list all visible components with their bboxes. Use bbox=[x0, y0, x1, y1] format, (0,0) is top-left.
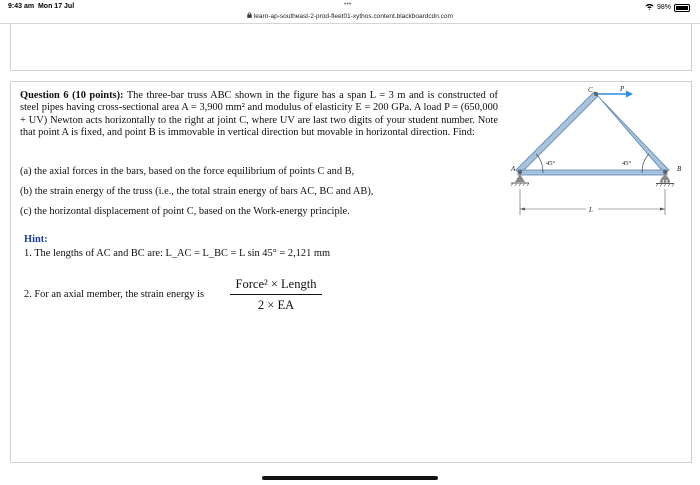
question-item-b: (b) the strain energy of the truss (i.e., the total strain energy of bars AC, BC and AB), bbox=[20, 186, 374, 197]
joint-b bbox=[663, 170, 667, 174]
joint-a bbox=[518, 170, 522, 174]
span-label: L bbox=[589, 206, 593, 214]
question-item-a: (a) the axial forces in the bars, based on the force equilibrium of points C and B, bbox=[20, 166, 355, 177]
content-panel-previous bbox=[10, 24, 692, 71]
wifi-icon bbox=[645, 3, 654, 12]
hint-formula: L_AC = L_BC = L sin 45° = 2,121 mm bbox=[165, 248, 331, 259]
label-a: A bbox=[511, 165, 516, 173]
strain-energy-fraction bbox=[228, 277, 324, 313]
fraction-denominator: 2 × EA bbox=[257, 298, 295, 312]
home-indicator[interactable] bbox=[262, 476, 438, 480]
bar-ab bbox=[518, 170, 667, 175]
battery-percent: 98% bbox=[656, 4, 671, 11]
status-right bbox=[645, 3, 690, 12]
hint-label: Hint: bbox=[24, 234, 48, 245]
url-text: learn-ap-southeast-2-prod-fleet01-xythos.content.blackboardcdn.com bbox=[253, 13, 453, 20]
bar-ac bbox=[516, 92, 598, 174]
lock-icon bbox=[247, 13, 254, 20]
joint-c bbox=[594, 92, 598, 96]
hint-line-1: 1. The lengths of AC and BC are: L_AC = L_BC = L sin 45° = 2,121 mm bbox=[24, 248, 331, 259]
angle-label-right: 45° bbox=[622, 160, 632, 167]
address-bar[interactable] bbox=[0, 12, 700, 20]
label-b: B bbox=[677, 165, 682, 173]
battery-icon bbox=[674, 4, 690, 12]
status-time: 9:43 am Mon 17 Jul bbox=[8, 3, 75, 10]
fraction-numerator: Force² × Length bbox=[235, 277, 317, 291]
question-text bbox=[20, 90, 498, 140]
angle-label-left: 45° bbox=[546, 160, 556, 167]
question-heading: Question 6 (10 points): bbox=[20, 90, 124, 101]
load-arrowhead bbox=[626, 91, 633, 98]
label-p: P bbox=[620, 85, 625, 93]
label-c: C bbox=[588, 86, 593, 94]
question-item-c: (c) the horizontal displacement of point C, based on the Work-energy principle. bbox=[20, 206, 350, 217]
bar-bc bbox=[594, 92, 669, 174]
truss-figure bbox=[505, 85, 690, 225]
question-body: The three-bar truss ABC shown in the figure has a span L = 3 m and is constructed of steel pipes having cross-sectional area A = 3,900 mm² and modulus of elasticity E = 200 GPa. A load P = (650,000 + UV) Newton acts horizontally to the right at joint C, where UV are last two digits of your student number. Note that point A is fixed, and point B is immovable in vertical direction but movable in horizontal direction. Find: bbox=[20, 90, 498, 139]
more-dots-icon[interactable]: ••• bbox=[344, 1, 352, 8]
hint-line-2: 2. For an axial member, the strain energy is bbox=[24, 289, 205, 300]
